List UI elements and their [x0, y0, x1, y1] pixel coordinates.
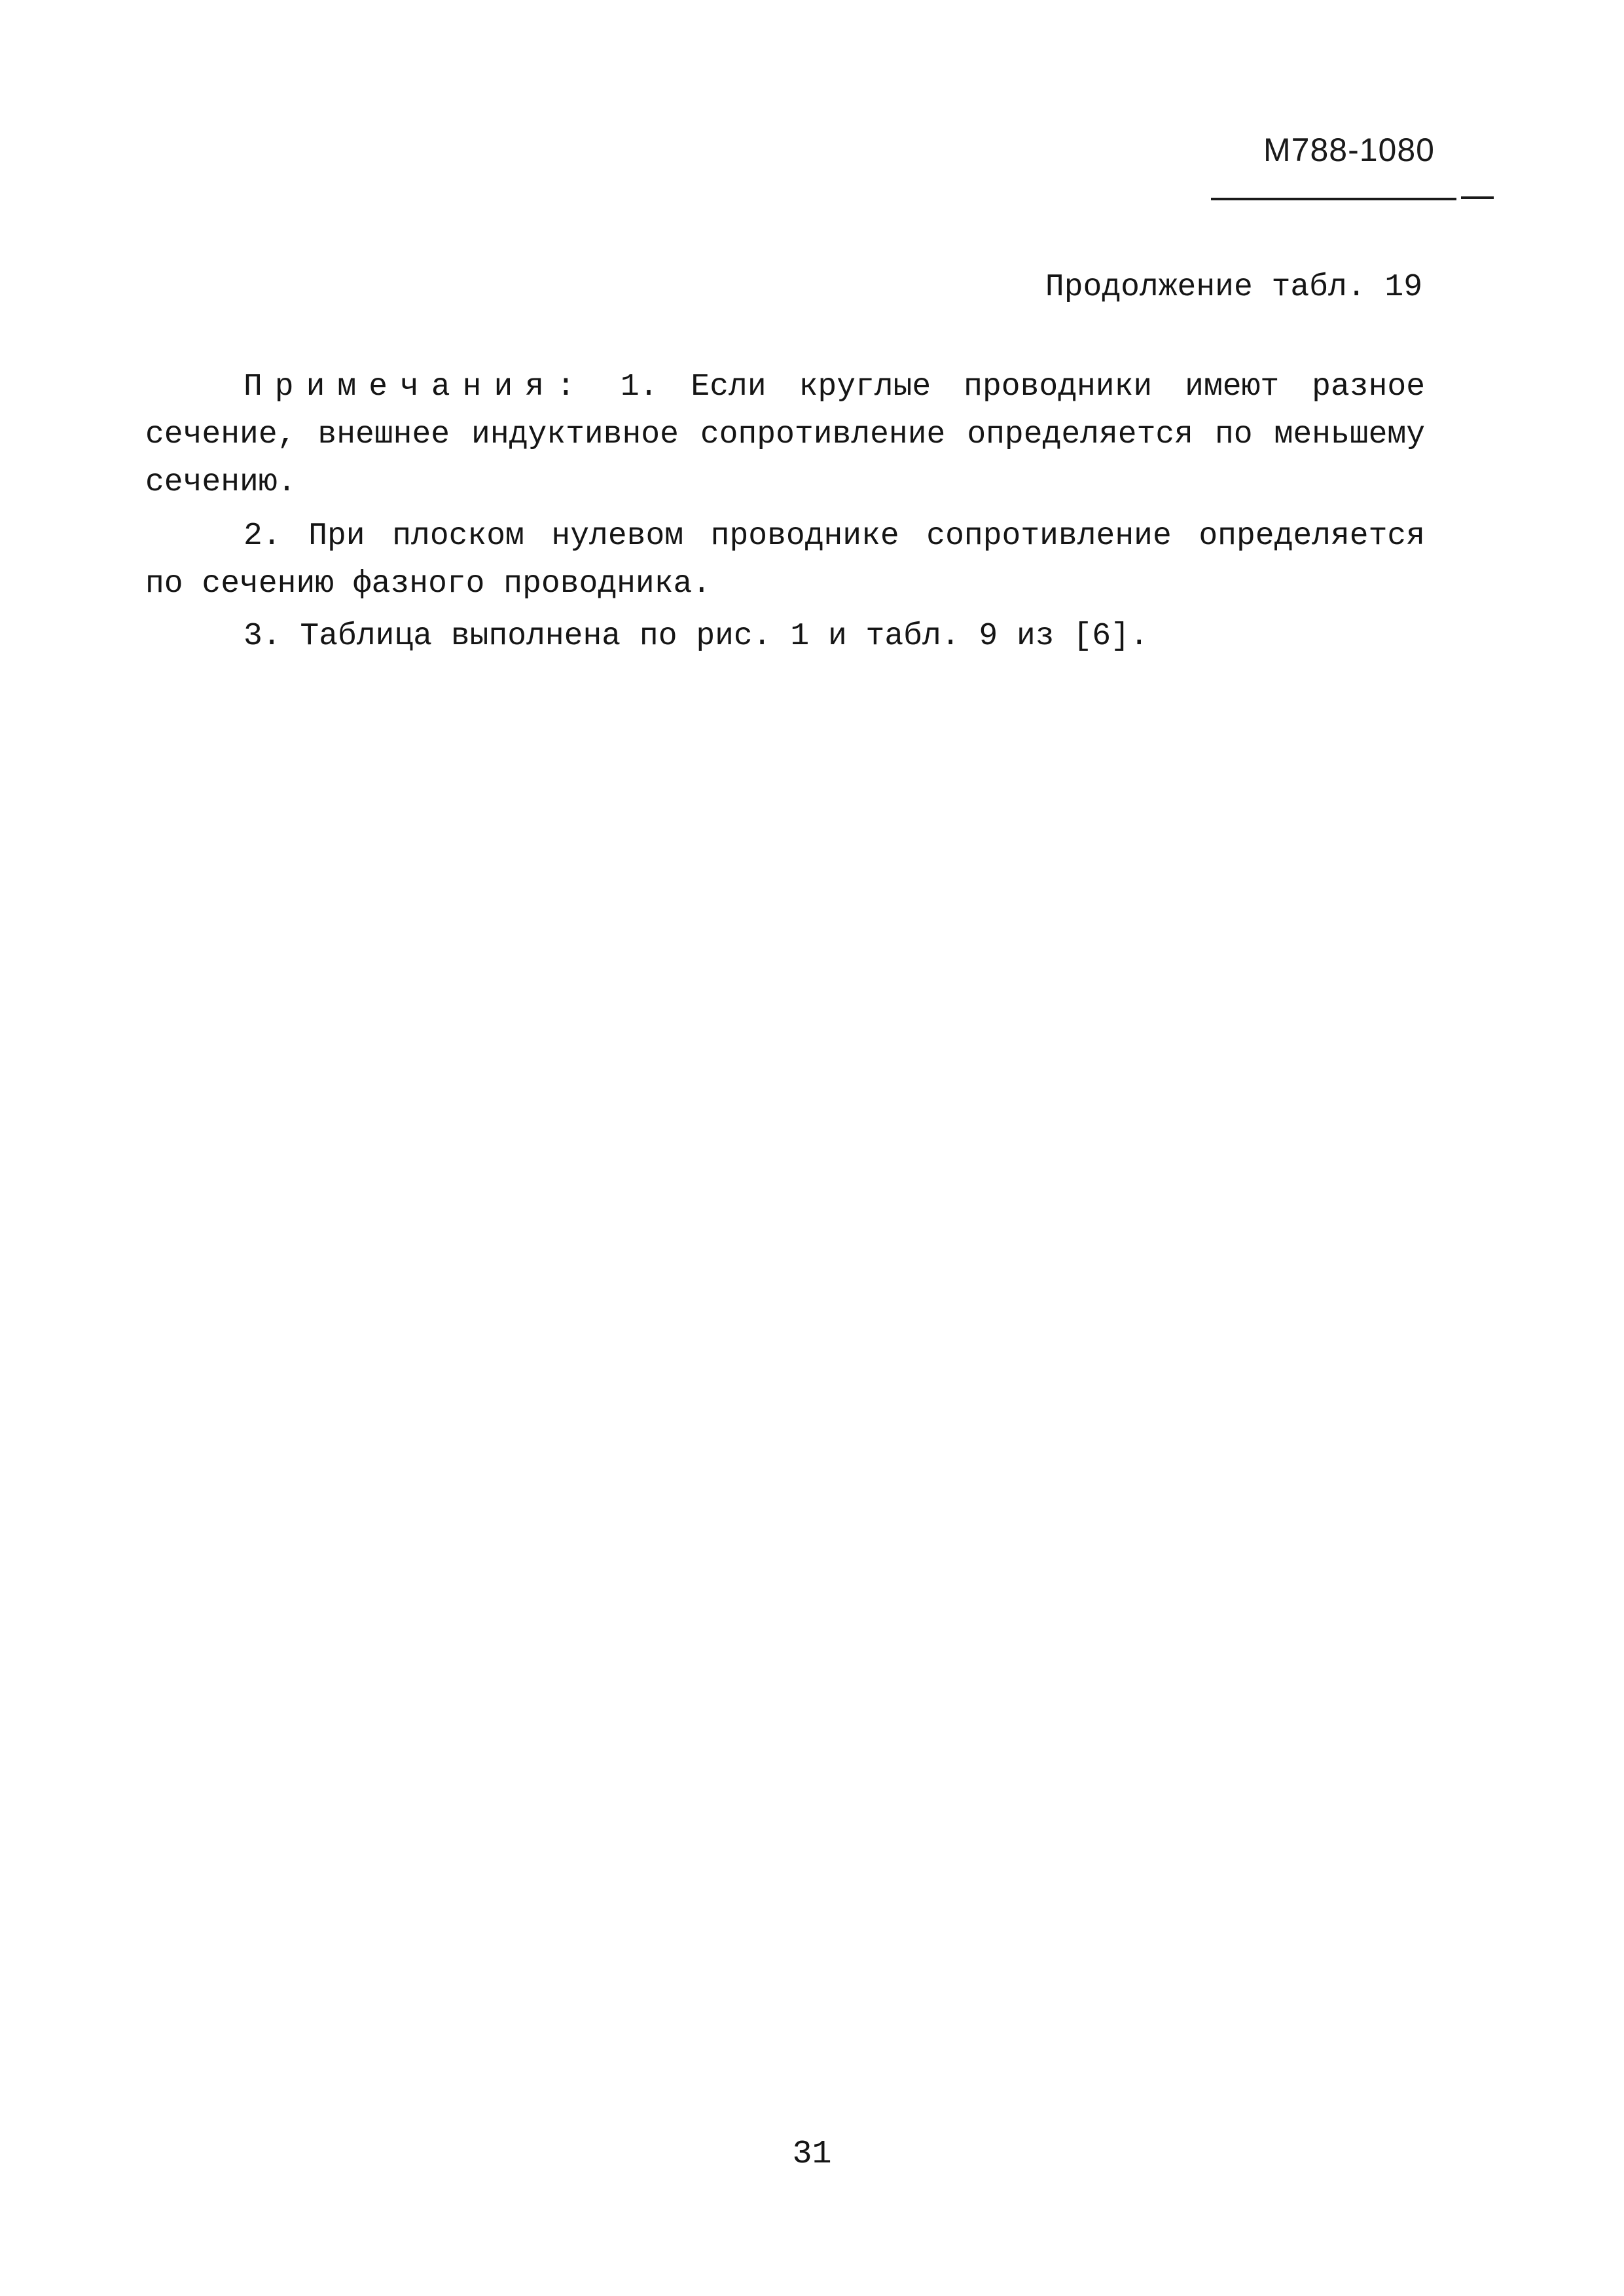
- header-rule: [1211, 198, 1456, 200]
- document-code: М788-1080: [1263, 132, 1435, 168]
- notes-heading: Примечания:: [244, 369, 588, 405]
- note-2-paragraph: 2. При плоском нулевом проводнике сопротивление определяется по сечению фазного проводника.: [145, 519, 1425, 602]
- table-continuation-label: Продолжение табл. 19: [1045, 270, 1422, 305]
- note-1-paragraph: [145, 363, 1425, 507]
- page-number: 31: [792, 2136, 832, 2173]
- header-rule-tail: [1461, 196, 1494, 199]
- note-3-paragraph: 3. Таблица выполнена по рис. 1 и табл. 9 из [6].: [244, 619, 1149, 654]
- notes-section: [145, 363, 1425, 661]
- note-1-text: 1. Если круглые проводники имеют разное сечение, внешнее индуктивное сопротивление определяется по меньшему сечению.: [145, 369, 1425, 500]
